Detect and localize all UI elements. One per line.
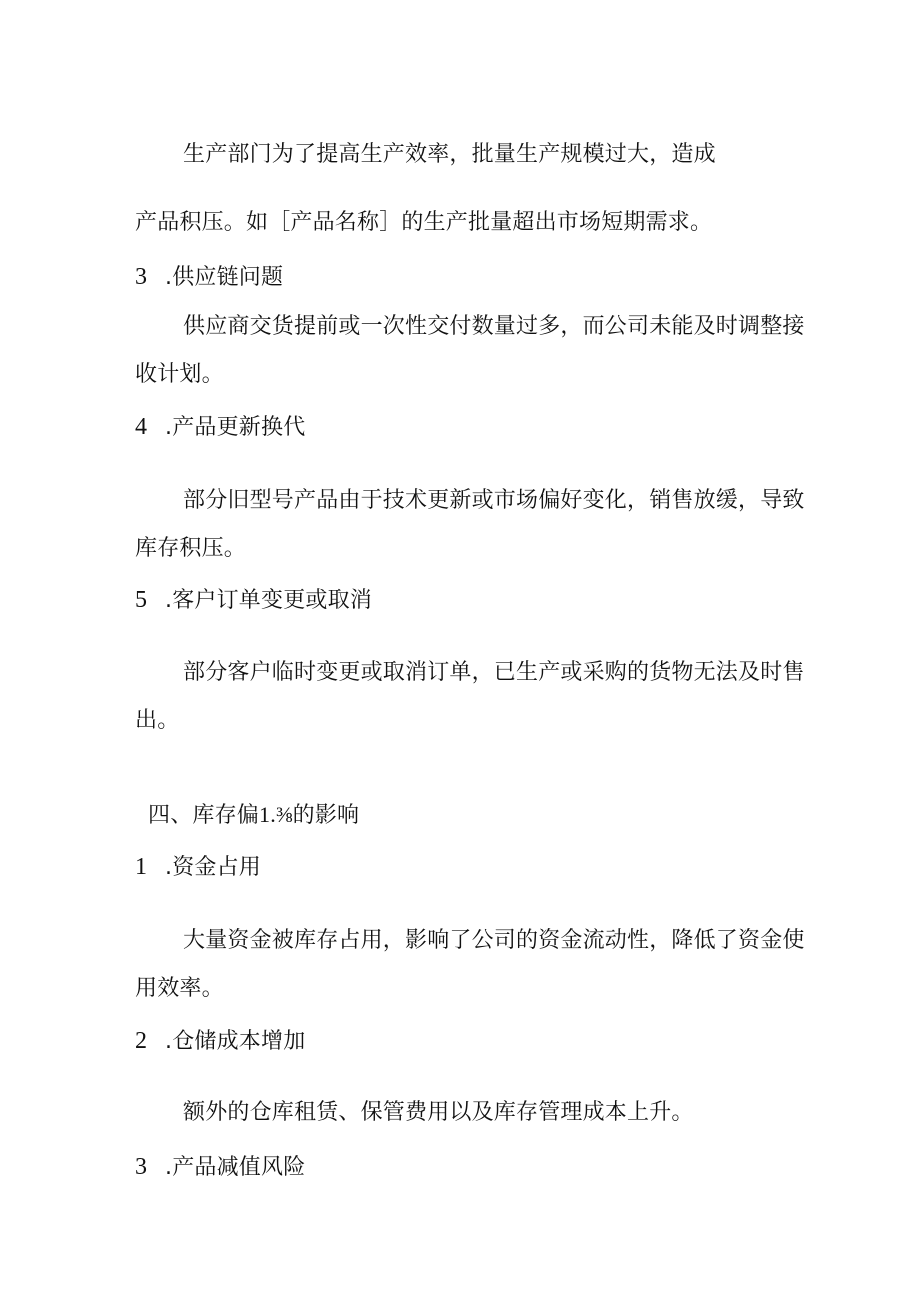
heading-capital [135, 852, 261, 883]
section-title [148, 800, 359, 831]
paragraph-line: 生产部门为了提高生产效率，批量生产规模过大，造成 [183, 142, 716, 167]
heading-impairment [135, 1152, 305, 1183]
paragraph-line: 产品积压。如［产品名称］的生产批量超出市场短期需求。 [135, 210, 713, 235]
paragraph-line: 供应商交货提前或一次性交付数量过多，而公司未能及时调整接 [183, 314, 805, 339]
paragraph-line: 部分旧型号产品由于技术更新或市场偏好变化，销售放缓，导致 [183, 488, 805, 513]
heading-text: .仓储成本增加 [165, 1029, 306, 1054]
heading-text: .产品减值风险 [165, 1155, 306, 1180]
paragraph-line: 用效率。 [135, 976, 224, 1001]
heading-order-change [135, 585, 372, 616]
heading-number: 1 [135, 854, 148, 880]
paragraph-line: 库存积压。 [135, 536, 247, 561]
heading-number: 4 [135, 414, 148, 440]
paragraph-line: 收计划。 [135, 362, 224, 387]
heading-text: .资金占用 [165, 855, 261, 880]
heading-product-update [135, 412, 305, 443]
heading-text: .产品更新换代 [165, 415, 306, 440]
heading-number: 2 [135, 1028, 148, 1054]
heading-number: 3 [135, 264, 148, 290]
heading-number: 3 [135, 1154, 148, 1180]
heading-number: 5 [135, 587, 148, 613]
paragraph-line: 部分客户临时变更或取消订单，已生产或采购的货物无法及时售 [183, 660, 805, 685]
paragraph-line: 额外的仓库租赁、保管费用以及库存管理成本上升。 [183, 1100, 694, 1125]
section-title-number: 1.⅜ [259, 802, 293, 827]
heading-text: .供应链问题 [165, 265, 284, 290]
heading-storage-cost [135, 1026, 305, 1057]
section-title-pre: 四、库存偏 [148, 803, 260, 828]
section-title-post: 的影响 [292, 803, 360, 828]
paragraph-line: 出。 [135, 708, 180, 733]
heading-text: .客户订单变更或取消 [165, 588, 372, 613]
paragraph-line: 大量资金被库存占用，影响了公司的资金流动性，降低了资金使 [183, 928, 805, 953]
heading-supply-chain [135, 262, 283, 293]
